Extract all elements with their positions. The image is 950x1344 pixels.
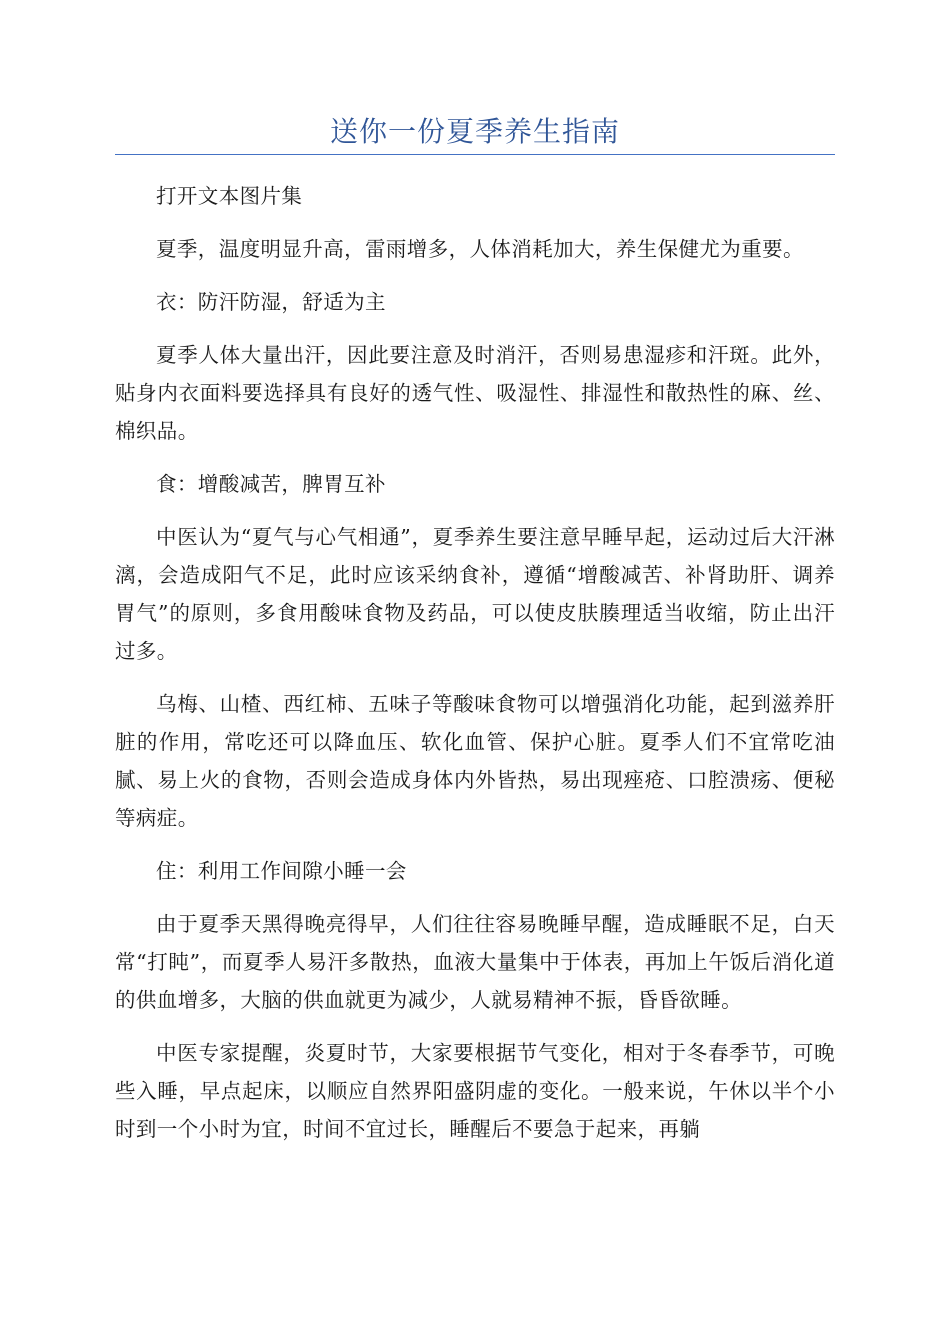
paragraph-open-gallery: 打开文本图片集 (156, 184, 303, 208)
paragraph-food-sour: 乌梅、山楂、西红柿、五味子等酸味食物可以增强消化功能，起到滋养肝脏的作用，常吃还可以降血压、软化血管、保护心脏。夏季人们不宜常吃油腻、易上火的食物，否则会造成身体内外皆热，易出现痤疮、口腔溃疡、便秘等病症。 (115, 692, 835, 830)
paragraph-sleep-advice: 中医专家提醒，炎夏时节，大家要根据节气变化，相对于冬春季节，可晚些入睡，早点起床，以顺应自然界阳盛阴虚的变化。一般来说，午休以半个小时到一个小时为宜，时间不宜过长，睡醒后不要急于起来，再躺 (115, 1041, 835, 1141)
section-heading-food: 食：增酸减苦，脾胃互补 (156, 472, 386, 496)
paragraph-intro: 夏季，温度明显升高，雷雨增多，人体消耗加大，养生保健尤为重要。 (156, 237, 804, 261)
paragraph-clothing: 夏季人体大量出汗，因此要注意及时消汗，否则易患湿疹和汗斑。此外，贴身内衣面料要选择具有良好的透气性、吸湿性、排湿性和散热性的麻、丝、棉织品。 (115, 343, 835, 443)
section-heading-living: 住：利用工作间隙小睡一会 (156, 859, 407, 883)
title-underline (115, 154, 835, 155)
paragraph-food-principle: 中医认为“夏气与心气相通”，夏季养生要注意早睡早起，运动过后大汗淋漓，会造成阳气不足，此时应该采纳食补，遵循“增酸减苦、补肾助肝、调养胃气”的原则，多食用酸味食物及药品，可以使皮肤腠理适当收缩，防止出汗过多。 (115, 525, 835, 663)
paragraph-sleep-reason: 由于夏季天黑得晚亮得早，人们往往容易晚睡早醒，造成睡眠不足，白天常“打盹”，而夏季人易汗多散热，血液大量集中于体表，再加上午饭后消化道的供血增多，大脑的供血就更为减少，人就易精神不振，昏昏欲睡。 (115, 912, 835, 1012)
document-body (115, 177, 835, 1163)
document-title: 送你一份夏季养生指南 (329, 115, 620, 148)
section-heading-clothing: 衣：防汗防湿，舒适为主 (156, 290, 386, 314)
